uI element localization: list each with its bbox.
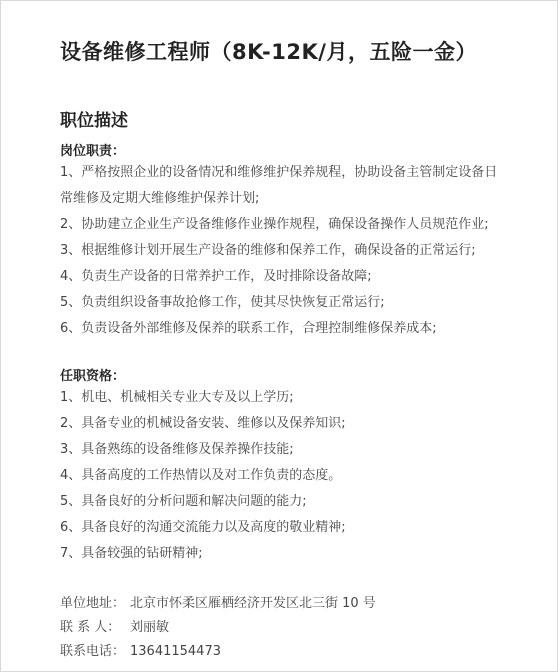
contact-person (60, 616, 169, 635)
contact-phone (60, 640, 221, 659)
qualifications-list (60, 385, 346, 567)
list-item: 1、机电、机械相关专业大专及以上学历; (60, 390, 294, 405)
list-item: 5、具备良好的分析问题和解决问题的能力; (60, 494, 307, 509)
contact-address (60, 592, 376, 611)
duties-list (60, 160, 508, 342)
phone-value: 13641154473 (130, 644, 221, 659)
list-item: 4、负责生产设备的日常养护工作，及时排除设备故障; (60, 269, 372, 284)
list-item: 5、负责组织设备事故抢修工作，使其尽快恢复正常运行; (60, 295, 385, 310)
list-item: 1、严格按照企业的设备情况和维修维护保养规程，协助设备主管制定设备日常维修及定期大维修维护保养计划; (60, 165, 498, 206)
section-heading: 职位描述 (60, 111, 128, 131)
duties-heading: 岗位职责： (60, 144, 126, 159)
list-item: 7、具备较强的钻研精神; (60, 546, 203, 561)
list-item: 3、根据维修计划开展生产设备的维修和保养工作，确保设备的正常运行; (60, 243, 476, 258)
address-label: 单位地址： (60, 596, 126, 611)
phone-label: 联系电话： (60, 644, 126, 659)
list-item: 4、具备高度的工作热情以及对工作负责的态度。 (60, 468, 342, 483)
list-item: 2、协助建立企业生产设备维修作业操作规程，确保设备操作人员规范作业; (60, 217, 489, 232)
page-title: 设备维修工程师（8K-12K/月，五险一金） (60, 40, 477, 64)
qualifications-heading: 任职资格： (60, 369, 126, 384)
list-item: 2、具备专业的机械设备安装、维修以及保养知识; (60, 416, 346, 431)
list-item: 6、具备良好的沟通交流能力以及高度的敬业精神; (60, 520, 346, 535)
list-item: 6、负责设备外部维修及保养的联系工作，合理控制维修保养成本; (60, 321, 437, 336)
person-value: 刘丽敏 (130, 620, 170, 635)
person-label: 联 系 人： (60, 620, 121, 635)
address-value: 北京市怀柔区雁栖经济开发区北三街 10 号 (130, 596, 376, 611)
list-item: 3、具备熟练的设备维修及保养操作技能; (60, 442, 294, 457)
